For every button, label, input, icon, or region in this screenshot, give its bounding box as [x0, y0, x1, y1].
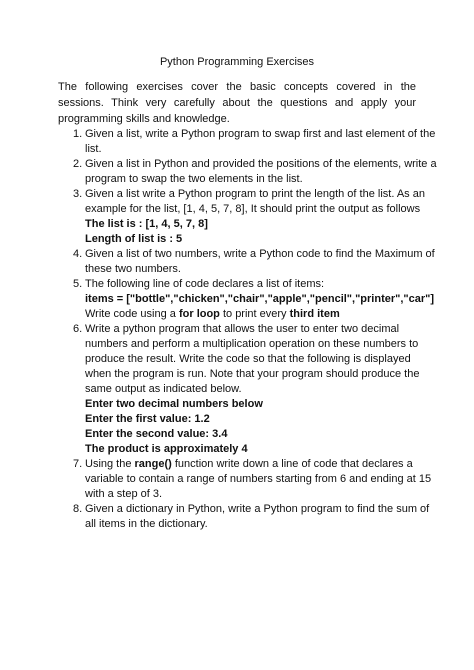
exercise-text-line: when the program is run. Note that your program should produce the [85, 368, 420, 380]
exercise-text-line [85, 457, 416, 472]
exercise-text-line: Given a list, write a Python program to swap first and last element of the [85, 128, 436, 140]
text-fragment: Write code using a [85, 308, 179, 320]
exercise-item-6 [58, 322, 420, 457]
exercise-item-3 [58, 187, 425, 247]
example-output-line: Enter two decimal numbers below [85, 398, 263, 410]
exercise-text-line: same output as indicated below. [85, 383, 242, 395]
exercise-number: 5. [73, 278, 83, 290]
text-fragment: function write down a line of code that declares a [171, 458, 413, 470]
exercise-number: 4. [73, 248, 83, 260]
exercise-text-line: Given a list of two numbers, write a Python code to find the Maximum of [85, 248, 435, 260]
exercise-text-line: these two numbers. [85, 263, 181, 275]
example-output-line: The product is approximately 4 [85, 443, 248, 455]
exercise-text-line: Write a python program that allows the user to enter two decimal [85, 323, 400, 335]
exercise-number: 8. [73, 503, 83, 515]
exercise-number: 3. [73, 188, 83, 200]
exercise-number: 6. [73, 323, 83, 335]
example-output-line: Enter the second value: 3.4 [85, 428, 228, 440]
exercise-text-line: with a step of 3. [85, 488, 163, 500]
code-line: items = ["bottle","chicken","chair","apple","pencil","printer","car"] [85, 293, 435, 305]
exercise-text-line: program to swap the two elements in the list. [85, 173, 303, 185]
keyword-text: range() [134, 458, 172, 470]
text-fragment: to print every [219, 308, 290, 320]
keyword-text: for loop [178, 308, 220, 320]
exercise-text-line: produce the result. Write the code so that the following is displayed [85, 353, 411, 365]
exercise-text-line: all items in the dictionary. [85, 518, 208, 530]
exercise-text-line: numbers and perform a multiplication operation on these numbers to [85, 338, 419, 350]
example-output-line: Enter the first value: 1.2 [85, 413, 210, 425]
exercise-item-7 [58, 457, 432, 502]
text-fragment: Using the [85, 458, 135, 470]
exercise-item-4 [58, 247, 435, 277]
exercise-text-line: example for the list, [1, 4, 5, 7, 8], It should print the output as follows [85, 203, 421, 215]
example-output-line: Length of list is : 5 [85, 233, 183, 245]
keyword-text: third item [289, 308, 340, 320]
exercise-number: 2. [73, 158, 83, 170]
exercise-number: 1. [73, 128, 83, 140]
exercise-number: 7. [73, 458, 83, 470]
exercise-item-8 [58, 502, 430, 532]
exercise-text-line: The following line of code declares a list of items: [85, 278, 325, 290]
exercise-list [58, 127, 437, 532]
exercise-item-1 [58, 127, 436, 157]
page-title: Python Programming Exercises [159, 56, 315, 68]
exercise-text-line: Given a dictionary in Python, write a Python program to find the sum of [85, 503, 430, 515]
exercise-text-line: Given a list in Python and provided the positions of the elements, write a [85, 158, 437, 170]
exercise-text-line: Given a list write a Python program to print the length of the list. As an [85, 188, 425, 200]
exercise-item-2 [58, 157, 437, 187]
example-output-line: The list is : [1, 4, 5, 7, 8] [85, 218, 208, 230]
exercise-text-line [85, 307, 416, 322]
intro-paragraph: The following exercises cover the basic concepts covered in the sessions. Think very carefully about the questions and apply your programming skills and knowledge. [58, 81, 416, 125]
exercise-text-line: list. [85, 143, 102, 155]
exercise-text-line: variable to contain a range of numbers starting from 6 and ending at 15 [85, 473, 432, 485]
exercise-item-5 [58, 277, 435, 322]
